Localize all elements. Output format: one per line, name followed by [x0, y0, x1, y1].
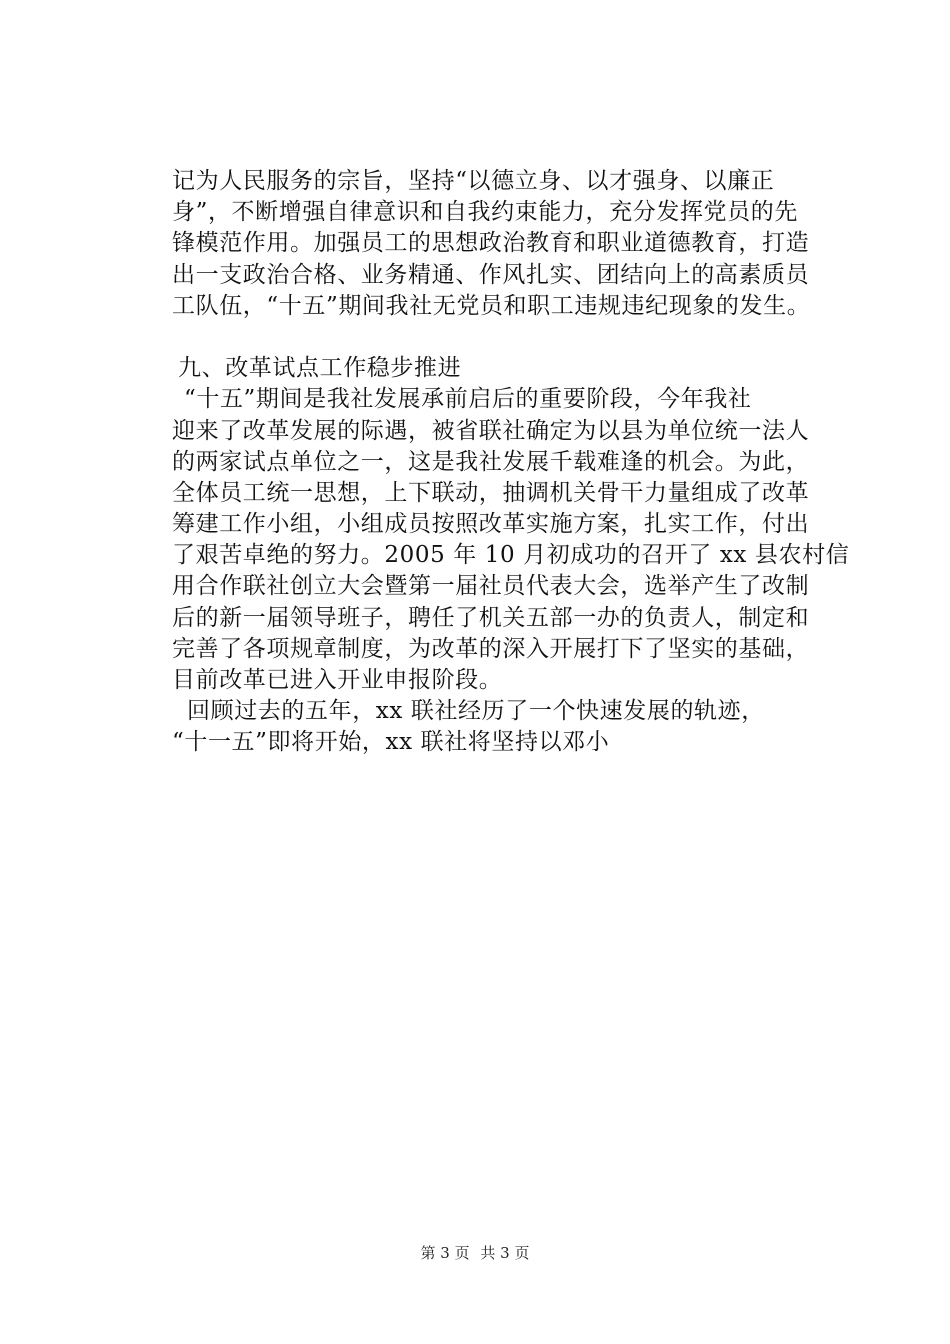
paragraph-reform-pilot — [172, 384, 850, 696]
text-line: 迎来了改革发展的际遇，被省联社确定为以县为单位统一法人 — [172, 417, 810, 444]
text-line: 出一支政治合格、业务精通、作风扎实、团结向上的高素质员 — [172, 261, 810, 288]
text-line: “十五”期间是我社发展承前启后的重要阶段，今年我社 — [184, 386, 752, 413]
paragraph-review — [172, 696, 847, 758]
page-footer — [0, 1243, 950, 1263]
page-number: 第 3 页 — [420, 1244, 470, 1262]
text-line: 回顾过去的五年，xx 联社经历了一个快速发展的轨迹， — [187, 698, 765, 725]
text-line: 完善了各项规章制度，为改革的深入开展打下了坚实的基础， — [172, 635, 810, 662]
paragraph-spacer — [172, 322, 847, 353]
text-line: 全体员工统一思想，上下联动，抽调机关骨干力量组成了改革 — [172, 479, 810, 506]
document-body — [172, 166, 850, 759]
page-total: 共 3 页 — [480, 1244, 530, 1262]
text-line: 用合作联社创立大会暨第一届社员代表大会，选举产生了改制 — [172, 573, 810, 600]
text-line: 了艰苦卓绝的努力。2005 年 10 月初成功的召开了 xx 县农村信 — [172, 542, 850, 569]
text-line: 工队伍，“十五”期间我社无党员和职工违规违纪现象的发生。 — [172, 292, 811, 319]
text-line: “十一五”即将开始，xx 联社将坚持以邓小 — [172, 729, 610, 756]
text-line: 的两家试点单位之一，这是我社发展千载难逢的机会。为此， — [172, 448, 810, 475]
paragraph-party-discipline — [172, 166, 847, 322]
text-line: 记为人民服务的宗旨，坚持“以德立身、以才强身、以廉正 — [172, 168, 775, 194]
text-line: 筹建工作小组，小组成员按照改革实施方案，扎实工作，付出 — [172, 511, 810, 538]
text-line: 锋模范作用。加强员工的思想政治教育和职业道德教育，打造 — [172, 230, 810, 257]
text-line: 目前改革已进入开业申报阶段。 — [172, 667, 503, 693]
section-heading: 九、改革试点工作稳步推进 — [178, 355, 462, 382]
text-line: 身”，不断增强自律意识和自我约束能力，充分发挥党员的先 — [172, 199, 798, 226]
text-line: 后的新一届领导班子，聘任了机关五部一办的负责人，制定和 — [172, 604, 810, 631]
